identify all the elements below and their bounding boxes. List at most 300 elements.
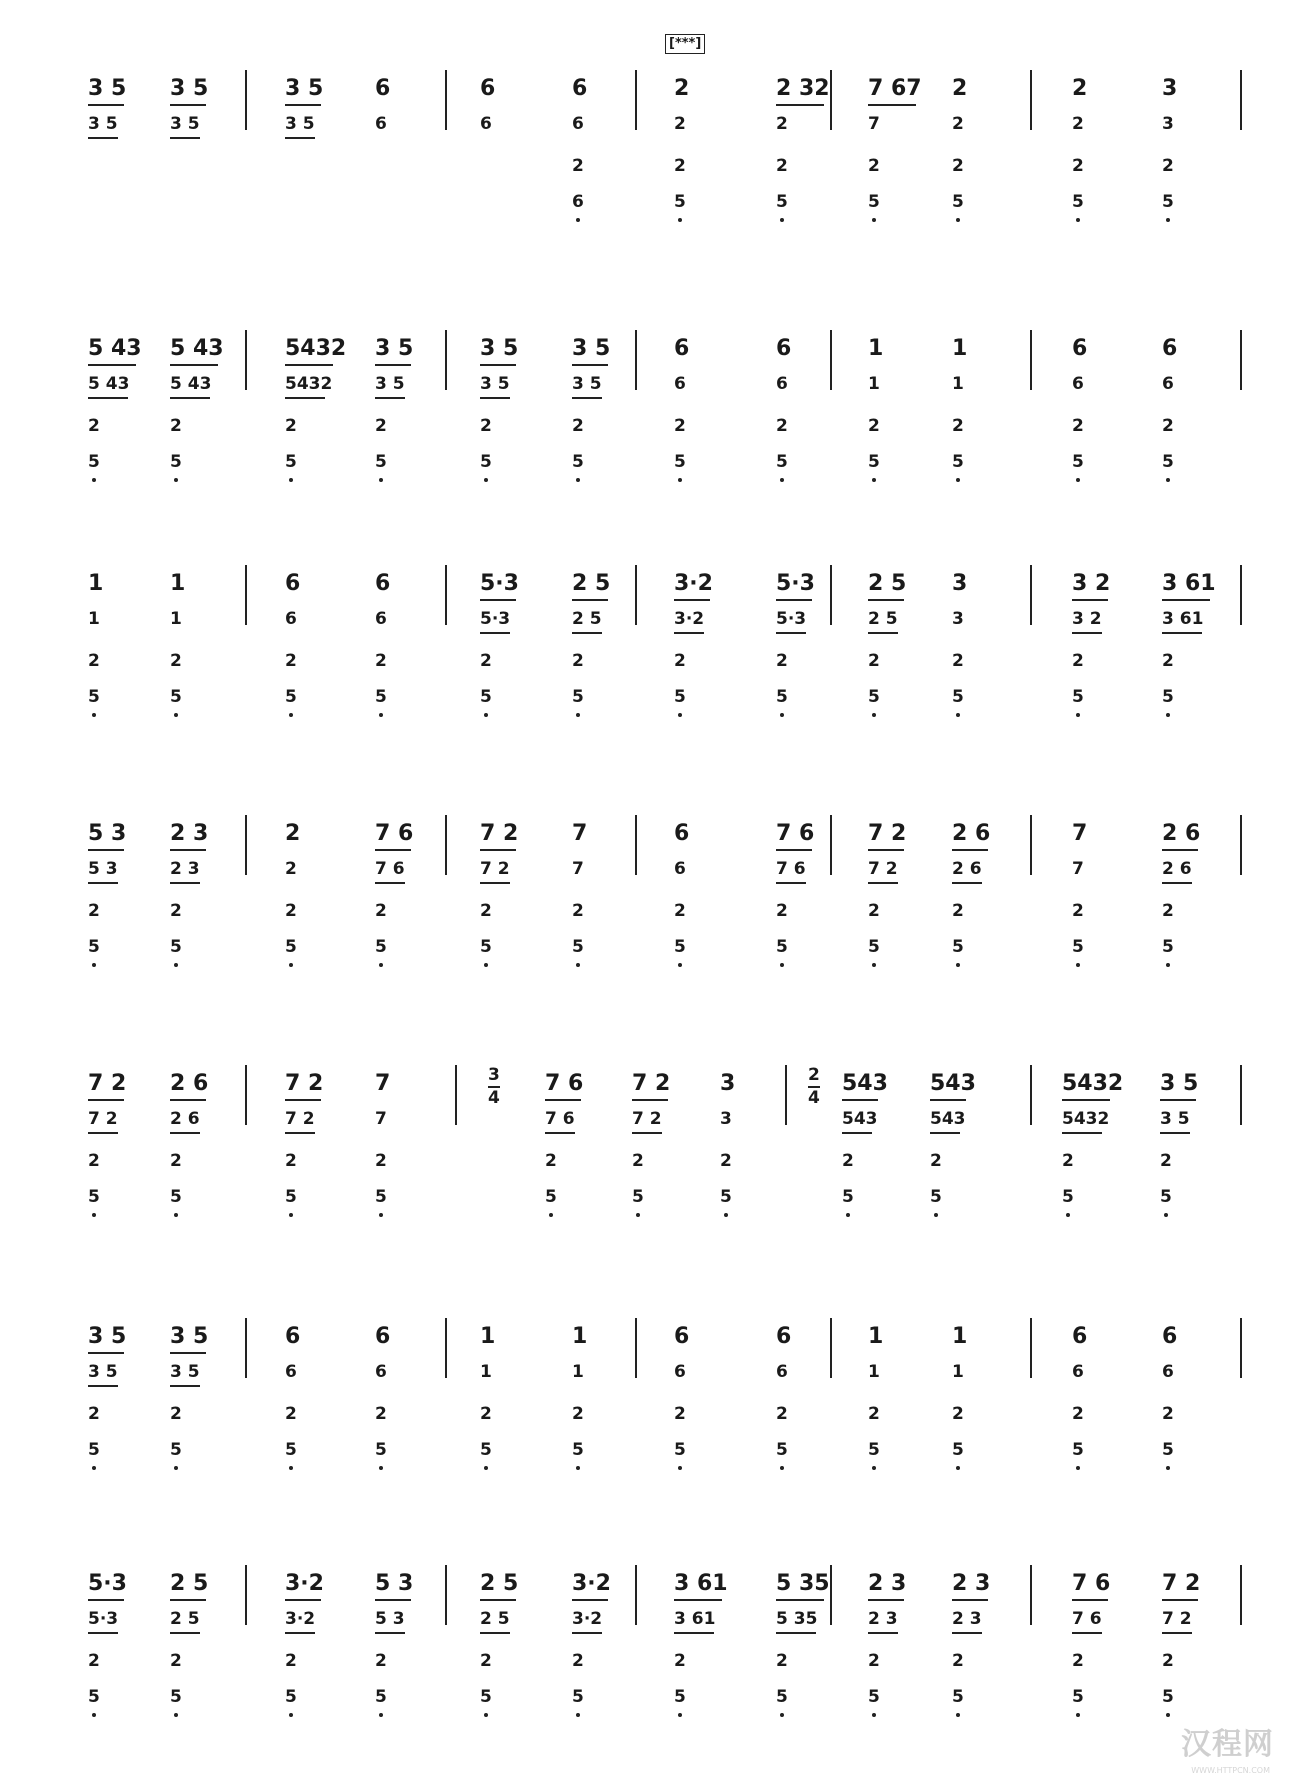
barline <box>1240 1065 1242 1125</box>
second-note: 3 5 <box>480 374 510 394</box>
melody-note: 6 <box>375 571 391 596</box>
second-note: 3·2 <box>572 1609 603 1629</box>
time-sig-bottom: 4 <box>488 1088 500 1108</box>
barline <box>245 330 247 390</box>
bass2-note: 5 <box>868 1687 880 1707</box>
melody-note: 3 61 <box>674 1571 728 1596</box>
section-marker: [***] <box>665 34 705 54</box>
melody-note: 5 43 <box>170 336 224 361</box>
octave-dot <box>956 713 960 717</box>
beam-underline <box>285 364 333 366</box>
melody-note: 7 2 <box>88 1071 127 1096</box>
bass1-note: 2 <box>868 651 880 671</box>
bass1-note: 2 <box>375 1651 387 1671</box>
octave-dot <box>1166 963 1170 967</box>
bass2-note: 5 <box>776 1687 788 1707</box>
barline <box>245 1565 247 1625</box>
octave-dot <box>484 1466 488 1470</box>
melody-note: 1 <box>952 336 968 361</box>
bass2-note: 5 <box>1072 1440 1084 1460</box>
bass2-note: 5 <box>375 937 387 957</box>
second-note: 2 5 <box>572 609 602 629</box>
melody-note: 3 5 <box>88 1324 127 1349</box>
bass2-note: 5 <box>480 687 492 707</box>
bass2-note: 5 <box>674 687 686 707</box>
beam-underline <box>776 1599 824 1601</box>
melody-note: 2 3 <box>868 1571 907 1596</box>
second-note: 3 <box>720 1109 732 1129</box>
beam-underline <box>868 849 904 851</box>
beam-underline <box>88 137 118 139</box>
beam-underline <box>375 397 405 399</box>
bass1-note: 2 <box>375 651 387 671</box>
octave-dot <box>1076 218 1080 222</box>
octave-dot <box>956 1466 960 1470</box>
second-note: 7 2 <box>285 1109 315 1129</box>
bass1-note: 2 <box>170 1151 182 1171</box>
melody-note: 2 <box>1072 76 1088 101</box>
bass1-note: 2 <box>480 901 492 921</box>
bass2-note: 5 <box>776 687 788 707</box>
bass1-note: 2 <box>572 1404 584 1424</box>
bass2-note: 5 <box>88 1687 100 1707</box>
second-note: 2 6 <box>1162 859 1192 879</box>
bass1-note: 2 <box>88 1404 100 1424</box>
bass1-note: 2 <box>480 416 492 436</box>
barline <box>445 330 447 390</box>
second-note: 6 <box>572 114 584 134</box>
octave-dot <box>576 218 580 222</box>
bass2-note: 5 <box>1162 687 1174 707</box>
beam-underline <box>545 1099 581 1101</box>
barline <box>635 815 637 875</box>
bass2-note: 5 <box>88 687 100 707</box>
beam-underline <box>776 882 806 884</box>
melody-note: 3 <box>720 1071 736 1096</box>
octave-dot <box>1076 1466 1080 1470</box>
melody-note: 7 6 <box>545 1071 584 1096</box>
octave-dot <box>934 1213 938 1217</box>
octave-dot <box>92 1213 96 1217</box>
second-note: 6 <box>776 374 788 394</box>
melody-note: 6 <box>285 571 301 596</box>
barline <box>445 565 447 625</box>
watermark-url: WWW.HTTPCN.COM <box>1191 1766 1270 1775</box>
beam-underline <box>480 364 516 366</box>
second-note: 1 <box>952 1362 964 1382</box>
barline <box>830 565 832 625</box>
bass2-note: 5 <box>1062 1187 1074 1207</box>
octave-dot <box>780 963 784 967</box>
bass1-note: 2 <box>1072 901 1084 921</box>
octave-dot <box>678 1466 682 1470</box>
bass2-note: 5 <box>868 937 880 957</box>
octave-dot <box>576 1466 580 1470</box>
octave-dot <box>289 478 293 482</box>
melody-note: 2 3 <box>170 821 209 846</box>
bass1-note: 2 <box>285 651 297 671</box>
second-note: 2 <box>776 114 788 134</box>
second-note: 1 <box>170 609 182 629</box>
bass1-note: 2 <box>868 416 880 436</box>
octave-dot <box>1166 478 1170 482</box>
melody-note: 6 <box>674 336 690 361</box>
melody-note: 3 5 <box>572 336 611 361</box>
barline <box>830 815 832 875</box>
bass1-note: 2 <box>572 156 584 176</box>
second-note: 2 3 <box>170 859 200 879</box>
second-note: 1 <box>868 1362 880 1382</box>
melody-note: 3 <box>1162 76 1178 101</box>
second-note: 2 3 <box>868 1609 898 1629</box>
second-note: 7 6 <box>545 1109 575 1129</box>
octave-dot <box>872 963 876 967</box>
octave-dot <box>289 963 293 967</box>
second-note: 7 6 <box>375 859 405 879</box>
second-note: 6 <box>480 114 492 134</box>
bass1-note: 2 <box>375 901 387 921</box>
barline <box>445 1318 447 1378</box>
melody-note: 6 <box>1072 336 1088 361</box>
barline <box>635 1318 637 1378</box>
beam-underline <box>952 1632 982 1634</box>
bass1-note: 2 <box>170 1404 182 1424</box>
octave-dot <box>576 1713 580 1717</box>
second-note: 2 <box>674 114 686 134</box>
bass1-note: 2 <box>1162 1651 1174 1671</box>
barline <box>1240 1318 1242 1378</box>
bass2-note: 5 <box>545 1187 557 1207</box>
second-note: 6 <box>285 1362 297 1382</box>
bass2-note: 6 <box>572 192 584 212</box>
melody-note: 5 43 <box>88 336 142 361</box>
octave-dot <box>780 1466 784 1470</box>
bass2-note: 5 <box>375 1187 387 1207</box>
second-note: 1 <box>952 374 964 394</box>
watermark: 汉程网 <box>1181 1727 1274 1762</box>
barline <box>1030 1565 1032 1625</box>
bass1-note: 2 <box>285 1404 297 1424</box>
bass2-note: 5 <box>170 1187 182 1207</box>
bass1-note: 2 <box>952 651 964 671</box>
barline <box>1030 815 1032 875</box>
melody-note: 7 2 <box>632 1071 671 1096</box>
second-note: 3 2 <box>1072 609 1102 629</box>
melody-note: 3·2 <box>572 1571 611 1596</box>
bass1-note: 2 <box>1162 416 1174 436</box>
second-note: 5 43 <box>88 374 130 394</box>
bass2-note: 5 <box>572 937 584 957</box>
melody-note: 3 5 <box>88 76 127 101</box>
bass2-note: 5 <box>674 1687 686 1707</box>
bass2-note: 5 <box>170 937 182 957</box>
barline <box>445 70 447 130</box>
beam-underline <box>88 1599 124 1601</box>
bass2-note: 5 <box>842 1187 854 1207</box>
barline <box>635 330 637 390</box>
octave-dot <box>678 478 682 482</box>
melody-note: 2 5 <box>480 1571 519 1596</box>
beam-underline <box>572 599 608 601</box>
bass1-note: 2 <box>1162 1404 1174 1424</box>
beam-underline <box>88 1385 118 1387</box>
octave-dot <box>678 713 682 717</box>
octave-dot <box>92 963 96 967</box>
second-note: 3 5 <box>375 374 405 394</box>
melody-note: 5·3 <box>776 571 815 596</box>
octave-dot <box>1076 963 1080 967</box>
barline <box>245 70 247 130</box>
bass2-note: 5 <box>952 687 964 707</box>
bass2-note: 5 <box>1162 452 1174 472</box>
beam-underline <box>1162 1632 1192 1634</box>
score-system-5 <box>0 1065 1300 1275</box>
octave-dot <box>174 713 178 717</box>
melody-note: 6 <box>674 821 690 846</box>
barline <box>1030 330 1032 390</box>
barline <box>245 1318 247 1378</box>
bass1-note: 2 <box>674 1404 686 1424</box>
melody-note: 3·2 <box>674 571 713 596</box>
beam-underline <box>674 1599 722 1601</box>
time-sig-top: 2 <box>808 1065 820 1085</box>
bass2-note: 5 <box>952 1687 964 1707</box>
bass2-note: 5 <box>776 452 788 472</box>
bass1-note: 2 <box>776 1404 788 1424</box>
second-note: 3 5 <box>88 114 118 134</box>
beam-underline <box>480 397 510 399</box>
beam-underline <box>88 397 128 399</box>
melody-note: 6 <box>776 1324 792 1349</box>
second-note: 5432 <box>1062 1109 1110 1129</box>
octave-dot <box>956 1713 960 1717</box>
bass1-note: 2 <box>720 1151 732 1171</box>
melody-note: 2 <box>285 821 301 846</box>
octave-dot <box>92 1466 96 1470</box>
bass1-note: 2 <box>776 156 788 176</box>
barline <box>1240 1565 1242 1625</box>
barline <box>635 1565 637 1625</box>
bass1-note: 2 <box>88 1151 100 1171</box>
octave-dot <box>289 713 293 717</box>
octave-dot <box>289 1466 293 1470</box>
melody-note: 2 5 <box>868 571 907 596</box>
bass2-note: 5 <box>572 1440 584 1460</box>
bass2-note: 5 <box>674 192 686 212</box>
octave-dot <box>576 478 580 482</box>
octave-dot <box>379 713 383 717</box>
bass1-note: 2 <box>868 901 880 921</box>
bass1-note: 2 <box>375 1151 387 1171</box>
barline <box>245 815 247 875</box>
second-note: 543 <box>842 1109 878 1129</box>
beam-underline <box>868 632 898 634</box>
octave-dot <box>484 963 488 967</box>
bass2-note: 5 <box>170 1687 182 1707</box>
second-note: 6 <box>1072 374 1084 394</box>
beam-underline <box>88 364 136 366</box>
beam-underline <box>674 599 710 601</box>
beam-underline <box>375 364 411 366</box>
second-note: 7 6 <box>776 859 806 879</box>
melody-note: 1 <box>88 571 104 596</box>
bass1-note: 2 <box>285 1651 297 1671</box>
beam-underline <box>170 1132 200 1134</box>
bass1-note: 2 <box>480 651 492 671</box>
bass2-note: 5 <box>868 1440 880 1460</box>
melody-note: 3 61 <box>1162 571 1216 596</box>
octave-dot <box>1164 1213 1168 1217</box>
bass2-note: 5 <box>868 192 880 212</box>
bass2-note: 5 <box>632 1187 644 1207</box>
octave-dot <box>92 478 96 482</box>
beam-underline <box>170 849 206 851</box>
second-note: 3 5 <box>170 1362 200 1382</box>
bass1-note: 2 <box>170 651 182 671</box>
beam-underline <box>285 137 315 139</box>
beam-underline <box>572 397 602 399</box>
beam-underline <box>480 632 510 634</box>
melody-note: 7 2 <box>285 1071 324 1096</box>
bass2-note: 5 <box>170 687 182 707</box>
beam-underline <box>285 104 321 106</box>
melody-note: 3 5 <box>1160 1071 1199 1096</box>
bass2-note: 5 <box>285 452 297 472</box>
second-note: 3·2 <box>674 609 705 629</box>
bass1-note: 2 <box>674 156 686 176</box>
bass1-note: 2 <box>776 651 788 671</box>
beam-underline <box>480 599 516 601</box>
melody-note: 2 <box>952 76 968 101</box>
beam-underline <box>776 104 824 106</box>
beam-underline <box>1062 1132 1102 1134</box>
barline <box>245 565 247 625</box>
second-note: 1 <box>572 1362 584 1382</box>
barline <box>1030 1065 1032 1125</box>
bass2-note: 5 <box>572 687 584 707</box>
octave-dot <box>484 1713 488 1717</box>
octave-dot <box>1166 1713 1170 1717</box>
second-note: 3 5 <box>1160 1109 1190 1129</box>
beam-underline <box>842 1132 872 1134</box>
beam-underline <box>674 1632 714 1634</box>
beam-underline <box>480 849 516 851</box>
melody-note: 6 <box>1162 336 1178 361</box>
barline <box>1240 330 1242 390</box>
melody-note: 3 <box>952 571 968 596</box>
time-sig-bottom: 4 <box>808 1088 820 1108</box>
octave-dot <box>956 478 960 482</box>
bass1-note: 2 <box>776 1651 788 1671</box>
beam-underline <box>170 104 206 106</box>
melody-note: 7 <box>572 821 588 846</box>
octave-dot <box>872 478 876 482</box>
score-system-7 <box>0 1565 1300 1775</box>
bass1-note: 2 <box>170 1651 182 1671</box>
second-note: 5 3 <box>375 1609 405 1629</box>
beam-underline <box>170 882 200 884</box>
melody-note: 7 2 <box>480 821 519 846</box>
bass2-note: 5 <box>674 452 686 472</box>
bass2-note: 5 <box>1162 1687 1174 1707</box>
bass1-note: 2 <box>930 1151 942 1171</box>
beam-underline <box>952 1599 988 1601</box>
beam-underline <box>776 632 806 634</box>
bass1-note: 2 <box>952 1651 964 1671</box>
melody-note: 6 <box>776 336 792 361</box>
second-note: 2 6 <box>952 859 982 879</box>
bass2-note: 5 <box>88 452 100 472</box>
bass1-note: 2 <box>572 651 584 671</box>
beam-underline <box>170 1385 200 1387</box>
bass2-note: 5 <box>952 937 964 957</box>
bass1-note: 2 <box>285 1151 297 1171</box>
melody-note: 7 6 <box>776 821 815 846</box>
bass1-note: 2 <box>1072 651 1084 671</box>
melody-note: 2 3 <box>952 1571 991 1596</box>
octave-dot <box>872 1713 876 1717</box>
octave-dot <box>780 1713 784 1717</box>
melody-note: 7 2 <box>868 821 907 846</box>
bass1-note: 2 <box>674 1651 686 1671</box>
beam-underline <box>285 1132 315 1134</box>
bass1-note: 2 <box>952 901 964 921</box>
second-note: 3 5 <box>170 114 200 134</box>
bass1-note: 2 <box>572 901 584 921</box>
barline <box>445 815 447 875</box>
melody-note: 6 <box>674 1324 690 1349</box>
melody-note: 6 <box>285 1324 301 1349</box>
beam-underline <box>930 1099 966 1101</box>
second-note: 7 2 <box>868 859 898 879</box>
octave-dot <box>956 218 960 222</box>
melody-note: 6 <box>1072 1324 1088 1349</box>
melody-note: 7 6 <box>375 821 414 846</box>
bass1-note: 2 <box>952 1404 964 1424</box>
bass1-note: 2 <box>1072 1651 1084 1671</box>
barline <box>1240 565 1242 625</box>
second-note: 7 2 <box>88 1109 118 1129</box>
melody-note: 2 5 <box>170 1571 209 1596</box>
beam-underline <box>375 882 405 884</box>
second-note: 6 <box>375 114 387 134</box>
second-note: 2 3 <box>952 1609 982 1629</box>
melody-note: 1 <box>572 1324 588 1349</box>
second-note: 543 <box>930 1109 966 1129</box>
melody-note: 6 <box>572 76 588 101</box>
octave-dot <box>379 963 383 967</box>
octave-dot <box>379 478 383 482</box>
second-note: 6 <box>776 1362 788 1382</box>
second-note: 6 <box>674 374 686 394</box>
bass2-note: 5 <box>1072 687 1084 707</box>
beam-underline <box>285 1599 321 1601</box>
beam-underline <box>88 1099 124 1101</box>
second-note: 2 <box>1072 114 1084 134</box>
bass1-note: 2 <box>1072 416 1084 436</box>
octave-dot <box>174 478 178 482</box>
beam-underline <box>170 1599 206 1601</box>
bass1-note: 2 <box>545 1151 557 1171</box>
barline <box>1240 70 1242 130</box>
beam-underline <box>285 1632 315 1634</box>
second-note: 3 <box>952 609 964 629</box>
second-note: 3 61 <box>1162 609 1204 629</box>
second-note: 3 <box>1162 114 1174 134</box>
bass1-note: 2 <box>1162 156 1174 176</box>
bass1-note: 2 <box>88 901 100 921</box>
octave-dot <box>92 713 96 717</box>
